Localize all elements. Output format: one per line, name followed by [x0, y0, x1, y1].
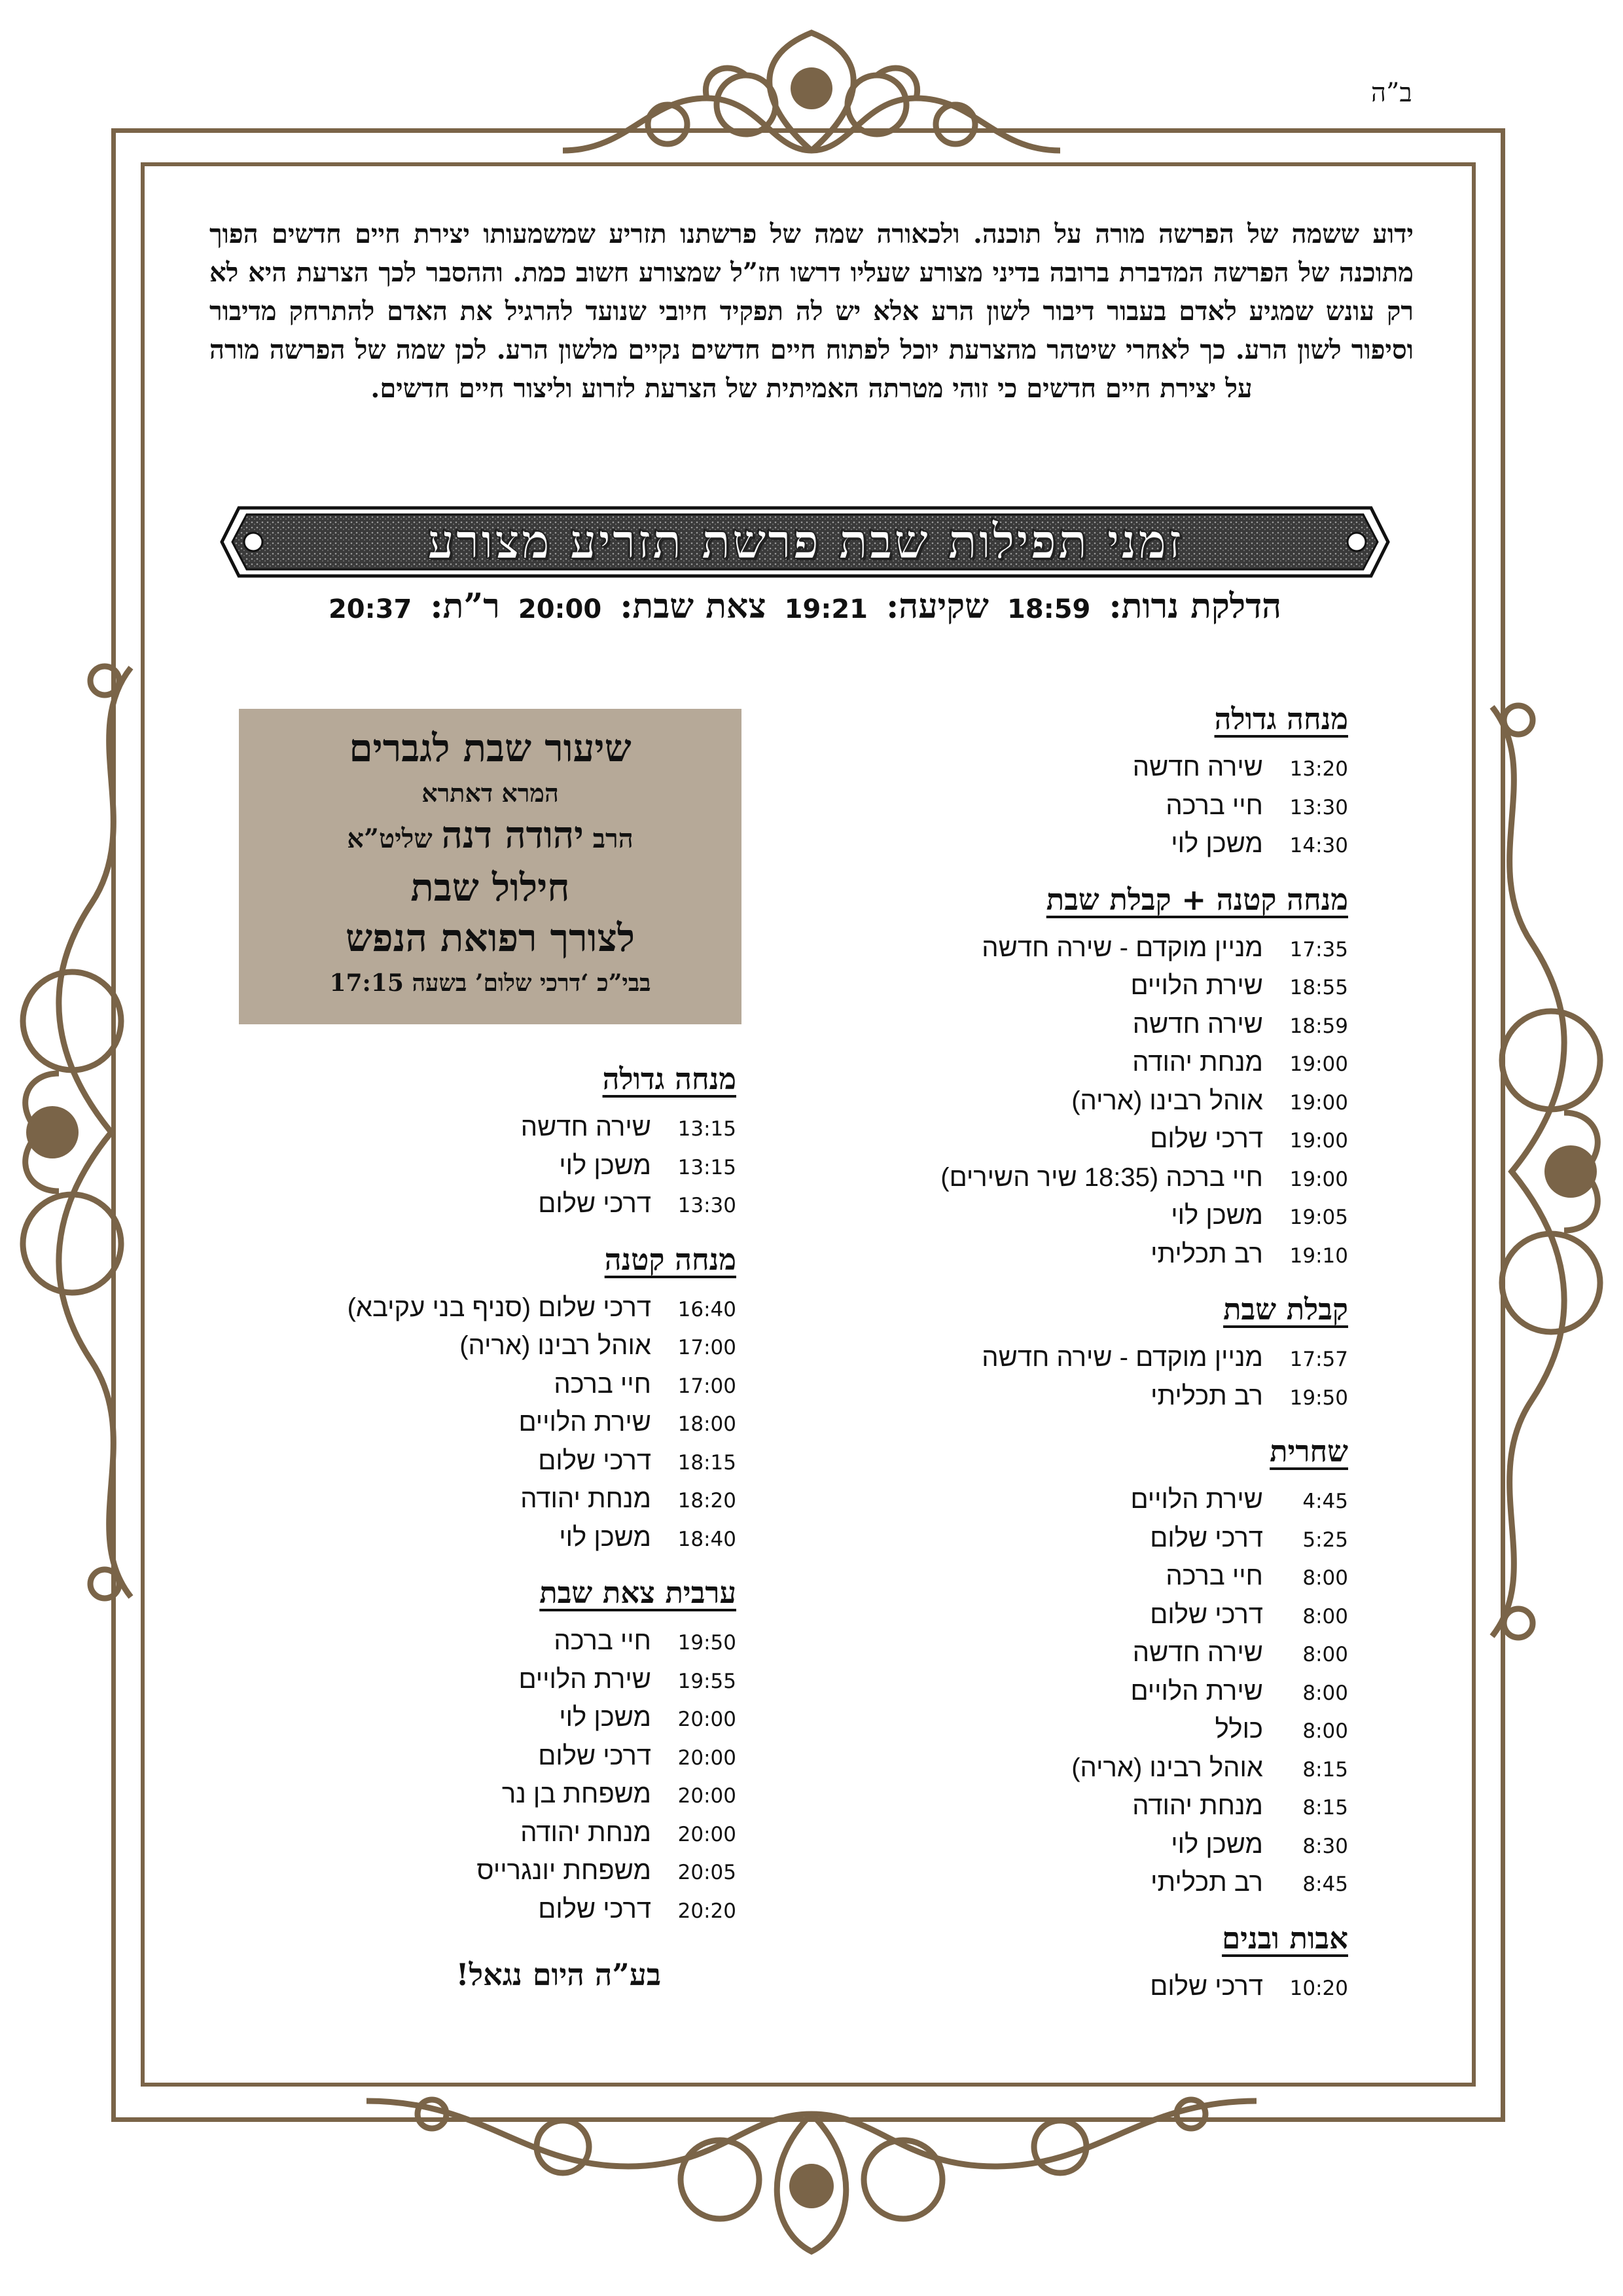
schedule-section — [851, 1434, 1348, 1907]
prayer-time: 19:00 — [1289, 1129, 1348, 1153]
schedule-section — [851, 1292, 1348, 1420]
left-schedule-column — [239, 1062, 736, 1933]
candle-time: 18:59 — [1007, 594, 1091, 624]
synagogue-name: שירת הלויים — [518, 1408, 651, 1437]
rav-suffix: שליט”א — [347, 823, 433, 854]
schedule-row — [851, 971, 1348, 1010]
prayer-time: 19:55 — [677, 1669, 736, 1693]
prayer-time: 10:20 — [1289, 1976, 1348, 2000]
prayer-time: 19:50 — [677, 1631, 736, 1655]
prayer-time: 19:00 — [1289, 1052, 1348, 1076]
shiur-rav — [239, 812, 741, 862]
prayer-time: 18:15 — [677, 1450, 736, 1475]
synagogue-name: שירת הלויים — [1130, 1485, 1263, 1514]
schedule-row — [239, 1742, 736, 1780]
schedule-row — [851, 1791, 1348, 1830]
synagogue-name: כולל — [1215, 1715, 1263, 1744]
prayer-time: 20:05 — [677, 1861, 736, 1884]
schedule-row — [239, 1856, 736, 1895]
schedule-row — [851, 1201, 1348, 1240]
prayer-time: 18:20 — [677, 1489, 736, 1513]
synagogue-name: שירת הלויים — [1130, 971, 1263, 1000]
section-title: מנחה גדולה — [602, 1062, 736, 1096]
prayer-time: 20:20 — [677, 1899, 736, 1923]
schedule-row — [851, 753, 1348, 791]
synagogue-name: חיי ברכה — [554, 1626, 651, 1655]
schedule-row — [239, 1665, 736, 1704]
synagogue-name: מנחת יהודה — [520, 1484, 651, 1513]
schedule-row — [851, 829, 1348, 868]
section-title: קבלת שבת — [1223, 1292, 1348, 1327]
prayer-time: 8:00 — [1302, 1566, 1348, 1590]
prayer-time: 13:15 — [677, 1117, 736, 1141]
synagogue-name: חיי ברכה — [1166, 1562, 1263, 1590]
prayer-time: 17:00 — [677, 1336, 736, 1359]
schedule-section — [851, 1921, 1348, 2011]
schedule-row — [851, 1524, 1348, 1562]
prayer-time: 19:50 — [1289, 1386, 1348, 1410]
schedule-row — [851, 1715, 1348, 1753]
schedule-row — [851, 1677, 1348, 1715]
prayer-time: 20:00 — [677, 1822, 736, 1846]
schedule-row — [239, 1703, 736, 1742]
prayer-time: 8:45 — [1302, 1873, 1348, 1896]
synagogue-name: דרכי שלום — [1150, 1124, 1263, 1153]
schedule-row — [239, 1370, 736, 1408]
schedule-row — [851, 1124, 1348, 1163]
rt-time: 20:37 — [328, 594, 412, 624]
synagogue-name: שירה חדשה — [1132, 753, 1263, 781]
synagogue-name: שירת הלויים — [518, 1664, 651, 1694]
prayer-time: 4:45 — [1302, 1490, 1348, 1513]
prayer-time: 20:00 — [677, 1708, 736, 1731]
synagogue-name: מנחת יהודה — [520, 1818, 651, 1847]
schedule-row — [851, 1600, 1348, 1639]
schedule-row — [851, 1562, 1348, 1600]
schedule-row — [851, 1048, 1348, 1086]
synagogue-name: משכן לוי — [559, 1703, 651, 1732]
synagogue-name: רב תכליתי — [1150, 1239, 1263, 1268]
schedule-row — [851, 1343, 1348, 1382]
closing-text: בע”ה היום נגאל! — [455, 1957, 661, 1992]
schedule-row — [239, 1331, 736, 1370]
prayer-time: 8:15 — [1302, 1796, 1348, 1820]
prayer-time: 19:05 — [1289, 1206, 1348, 1229]
synagogue-name: מנחת יהודה — [1132, 1048, 1263, 1077]
schedule-section — [239, 1242, 736, 1562]
top-ornament — [550, 20, 1073, 170]
schedule-row — [851, 1485, 1348, 1524]
schedule-row — [851, 933, 1348, 972]
schedule-row — [851, 1972, 1348, 2011]
section-title: ערבית צאת שבת — [539, 1575, 736, 1610]
prayer-time: 13:15 — [677, 1155, 736, 1179]
schedule-row — [239, 1189, 736, 1228]
prayer-time: 19:00 — [1289, 1090, 1348, 1115]
synagogue-name: משכן לוי — [559, 1151, 651, 1180]
right-schedule-column — [851, 702, 1348, 2010]
prayer-time: 8:00 — [1302, 1681, 1348, 1705]
synagogue-name: שירה חדשה — [1132, 1638, 1263, 1667]
synagogue-name: משכן לוי — [559, 1522, 651, 1552]
sunset-time: 19:21 — [784, 594, 868, 624]
synagogue-name: שירה חדשה — [1132, 1009, 1263, 1039]
synagogue-name: שירה חדשה — [520, 1113, 651, 1141]
schedule-row — [239, 1446, 736, 1485]
left-ornament — [0, 655, 157, 1610]
synagogue-name: אוהל רבינו (אריה) — [1071, 1086, 1263, 1115]
synagogue-name: משפחת יונגרייס — [476, 1856, 651, 1885]
prayer-time: 8:15 — [1302, 1757, 1348, 1782]
synagogue-name: חיי ברכה — [554, 1369, 651, 1399]
bottom-ornament — [353, 2075, 1270, 2265]
prayer-time: 18:55 — [1289, 976, 1348, 999]
schedule-row — [239, 1626, 736, 1665]
shiur-topic-2: לצורך רפואת הנפש — [345, 916, 635, 960]
schedule-row — [851, 1086, 1348, 1125]
section-title: מנחה קטנה — [604, 1242, 736, 1277]
schedule-row — [239, 1151, 736, 1190]
synagogue-name: משפחת בן נר — [501, 1780, 651, 1808]
prayer-time: 8:00 — [1302, 1604, 1348, 1628]
section-title: מנחה גדולה — [1214, 702, 1348, 736]
schedule-row — [851, 1240, 1348, 1278]
prayer-time: 18:40 — [677, 1527, 736, 1551]
schedule-row — [851, 1638, 1348, 1677]
prayer-time: 17:00 — [677, 1374, 736, 1398]
schedule-section — [239, 1062, 736, 1228]
schedule-row — [851, 1010, 1348, 1049]
schedule-row — [851, 1382, 1348, 1420]
prayer-time: 13:30 — [677, 1194, 736, 1217]
shiur-title: שיעור שבת לגברים — [349, 726, 632, 770]
synagogue-name: דרכי שלום — [538, 1189, 651, 1218]
prayer-time: 20:00 — [677, 1746, 736, 1770]
synagogue-name: דרכי שלום — [1150, 1971, 1263, 2001]
schedule-row — [851, 791, 1348, 830]
shiur-location: בבי”כ ‘דרכי שלום’ בשעה 17:15 — [329, 969, 651, 997]
schedule-row — [239, 1780, 736, 1818]
synagogue-name: משכן לוי — [1171, 1829, 1263, 1859]
schedule-section — [851, 702, 1348, 868]
synagogue-name: רב תכליתי — [1150, 1381, 1263, 1410]
shiur-subtitle: המרא דאתרא — [421, 778, 559, 808]
schedule-row — [239, 1293, 736, 1332]
synagogue-name: שירת הלויים — [1130, 1676, 1263, 1706]
prayer-time: 20:00 — [677, 1784, 736, 1808]
schedule-row — [239, 1408, 736, 1446]
schedule-row — [851, 1830, 1348, 1869]
right-ornament — [1466, 694, 1623, 1649]
prayer-time: 19:10 — [1289, 1244, 1348, 1268]
schedule-section — [851, 882, 1348, 1278]
synagogue-name: מניין מוקדם - שירה חדשה — [982, 933, 1263, 962]
end-label: צאת שבת: — [620, 586, 766, 626]
synagogue-name: אוהל רבינו (אריה) — [459, 1331, 651, 1360]
synagogue-name: דרכי שלום — [538, 1741, 651, 1770]
schedule-row — [239, 1523, 736, 1562]
prayer-time: 17:35 — [1289, 937, 1348, 961]
schedule-section — [239, 1575, 736, 1933]
prayer-time: 18:00 — [677, 1412, 736, 1436]
prayer-time: 8:00 — [1302, 1643, 1348, 1666]
synagogue-name: מניין מוקדם - שירה חדשה — [982, 1343, 1263, 1372]
schedule-row — [239, 1113, 736, 1151]
intro-paragraph: ידוע ששמה של הפרשה מורה על תוכנה. ולכאורה שמה של פרשתנו תזריע שמשמעותו יצירת חיים חדשים הפוך מתוכנה של הפרשה המדברת ברובה בדיני מצורע שעליו דרשו חז”ל שמצורע חשוב כמת. וההסבר לכך הצרעת היא לא רק עונש שמגיע לאדם בעבור דיבור לשון הרע אלא יש לה תפקיד חיובי שנועד להרגיל את האדם להתרחק מדיבור וסיפור לשון הרע. כך לאחרי שיטהר מהצרעת יוכל לפתוח חיים חדשים נקיים מלשון הרע. לכן שמה של הפרשה מורה על יצירת חיים חדשים כי זוהי מטרתה האמיתית של הצרעת לזרוע וליצור חיים חדשים. — [209, 219, 1414, 404]
prayer-time: 8:30 — [1302, 1834, 1348, 1858]
prayer-time: 8:00 — [1302, 1719, 1348, 1743]
title-banner — [219, 505, 1391, 579]
prayer-time: 14:30 — [1289, 834, 1348, 857]
schedule-row — [851, 1868, 1348, 1907]
schedule-row — [851, 1163, 1348, 1202]
synagogue-name: אוהל רבינו (אריה) — [1071, 1753, 1263, 1782]
candle-label: הדלקת נרות: — [1109, 586, 1282, 626]
synagogue-name: משכן לוי — [1171, 829, 1263, 858]
prayer-time: 13:30 — [1289, 795, 1348, 819]
shabbat-times — [170, 586, 1433, 626]
prayer-time: 16:40 — [677, 1297, 736, 1321]
banner-title: זמני תפילות שבת פרשת תזריע מצורע — [427, 513, 1183, 570]
synagogue-name: דרכי שלום (סניף בני עקיבא) — [347, 1293, 651, 1322]
prayer-time: 13:20 — [1289, 757, 1348, 781]
section-title: שחרית — [1270, 1434, 1348, 1469]
synagogue-name: דרכי שלום — [538, 1894, 651, 1924]
section-title: מנחה קטנה + קבלת שבת — [1046, 882, 1348, 917]
schedule-row — [239, 1895, 736, 1933]
rt-label: ר”ת: — [430, 586, 500, 626]
prayer-time: 5:25 — [1302, 1528, 1348, 1552]
bh-header: ב”ה — [1371, 78, 1412, 108]
prayer-time: 19:00 — [1289, 1167, 1348, 1191]
synagogue-name: רב תכליתי — [1150, 1868, 1263, 1897]
schedule-row — [851, 1753, 1348, 1792]
synagogue-name: חיי ברכה — [1166, 791, 1263, 820]
rav-name: יהודה דנה — [441, 814, 584, 857]
rav-prefix: הרב — [592, 823, 633, 854]
synagogue-name: דרכי שלום — [1150, 1600, 1263, 1629]
schedule-row — [239, 1484, 736, 1523]
shiur-box — [239, 709, 741, 1024]
end-time: 20:00 — [518, 594, 602, 624]
synagogue-name: דרכי שלום — [538, 1446, 651, 1475]
schedule-row — [239, 1818, 736, 1857]
synagogue-name: משכן לוי — [1171, 1201, 1263, 1230]
synagogue-name: חיי ברכה (18:35 שיר השירים) — [940, 1162, 1263, 1192]
synagogue-name: מנחת יהודה — [1132, 1791, 1263, 1820]
section-title: אבות ובנים — [1222, 1920, 1348, 1956]
synagogue-name: דרכי שלום — [1150, 1523, 1263, 1552]
prayer-time: 18:59 — [1289, 1014, 1348, 1038]
shiur-topic-1: חילול שבת — [410, 865, 570, 910]
prayer-time: 17:57 — [1289, 1348, 1348, 1371]
sunset-label: שקיעה: — [886, 586, 989, 626]
